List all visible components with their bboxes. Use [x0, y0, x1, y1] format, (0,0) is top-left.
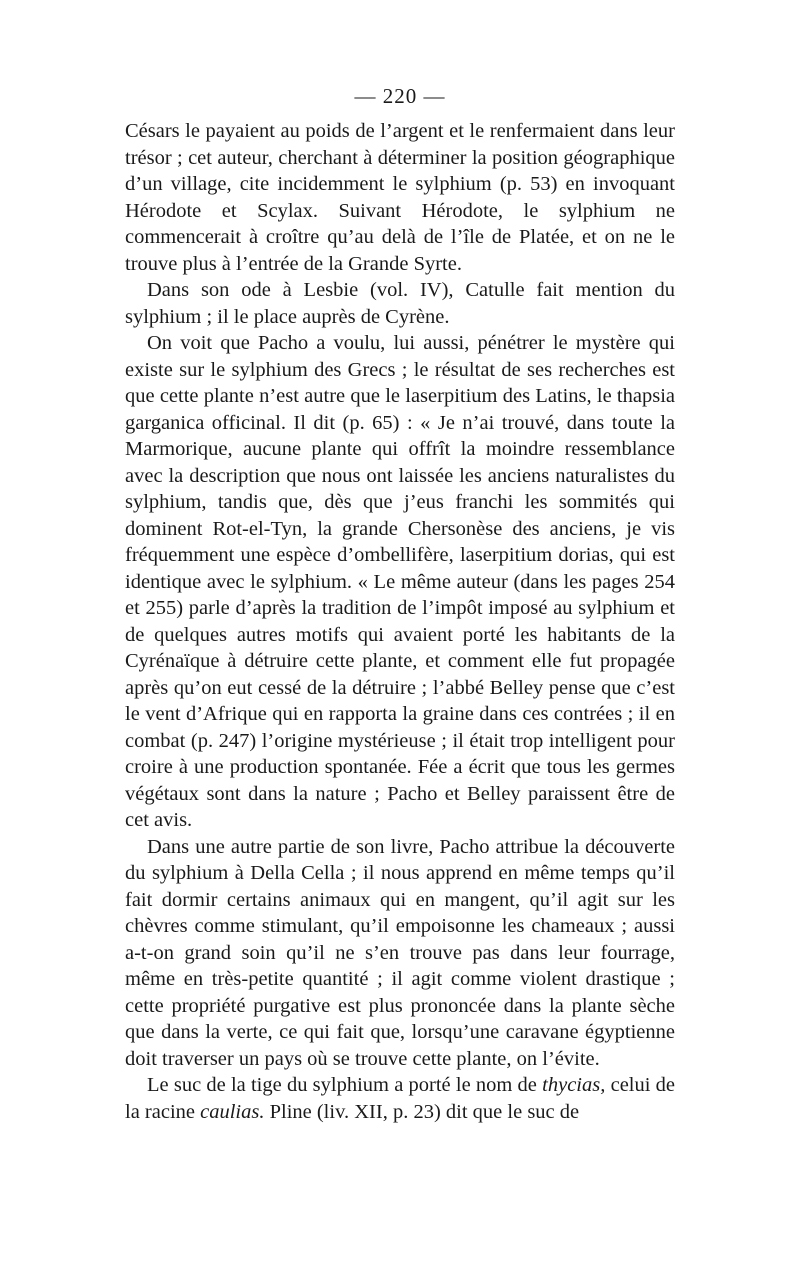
paragraph-5-end: Pline (liv. XII, p. 23) dit que le suc de: [269, 1100, 580, 1123]
paragraph-5-mid: celui de la racine: [125, 1074, 676, 1123]
paragraph-5-start: Le suc de la tige du sylphium a porté le nom de: [147, 1074, 537, 1096]
paragraph-4: Dans une autre partie de son livre, Pacho attribue la découverte du sylphium à Della Cella ; il nous apprend en même temps qu’il fait dormir certains animaux qui en mangent, qu’il agit sur les chèvres comme stimulant, qu’il empoisonne les chameaux ; aussi a-t-on grand soin qu’il ne s’en trouve pas dans leur fourrage, même en très-petite quantité ; il agit comme violent drastique ; cette propriété purgative est plus prononcée dans la plante sèche que dans la verte, ce qui fait que, lorsqu’une caravane égyptienne doit traverser un pays où se trouve cette plante, on l’évite.: [125, 835, 675, 1070]
term-caulias: caulias.: [200, 1100, 265, 1123]
body-text: [125, 118, 675, 1125]
page-number: — 220 —: [354, 84, 446, 108]
paragraph-3: On voit que Pacho a voulu, lui aussi, pénétrer le mystère qui existe sur le sylphium des Grecs ; le résultat de ses recherches est que cette plante n’est autre que le laserpitium des Latins, le thapsia garganica officinal. Il dit (p. 65) : « Je n’ai trouvé, dans toute la Marmorique, aucune plante qui offrît la moindre ressemblance avec la description que nous ont laissée les anciens naturalistes du sylphium, tandis que, dès que j’eus franchi les sommités qui dominent Rot-el-Tyn, la grande Chersonèse des anciens, je vis fréquemment une espèce d’ombellifère, laserpitium dorias, qui est identique avec le sylphium. « Le même auteur (dans les pages 254 et 255) parle d’après la tradition de l’impôt imposé au sylphium et de quelques autres motifs qui avaient porté les habitants de la Cyrénaïque à détruire cette plante, et comment elle fut propagée après qu’on eut cessé de la détruire ; l’abbé Belley pense que c’est le vent d’Afrique qui en rapporta la graine dans ces contrées ; il en combat (p. 247) l’origine mystérieuse ; il était trop intelligent pour croire à une production spontanée. Fée a écrit que tous les germes végétaux sont dans la nature ; Pacho et Belley paraissent être de cet avis.: [125, 332, 675, 831]
paragraph-1: Césars le payaient au poids de l’argent et le renfermaient dans leur trésor ; cet auteur, cherchant à déterminer la position géographique d’un village, cite incidemment le sylphium (p. 53) en invoquant Hérodote et Scylax. Suivant Hérodote, le sylphium ne commencerait à croître qu’au delà de l’île de Platée, et on ne le trouve plus à l’entrée de la Grande Syrte.: [125, 120, 675, 275]
paragraph-5: [125, 1072, 675, 1125]
term-thycias: thycias,: [542, 1074, 606, 1096]
paragraph-2: Dans son ode à Lesbie (vol. IV), Catulle fait mention du sylphium ; il le place auprès de Cyrène.: [125, 279, 675, 328]
